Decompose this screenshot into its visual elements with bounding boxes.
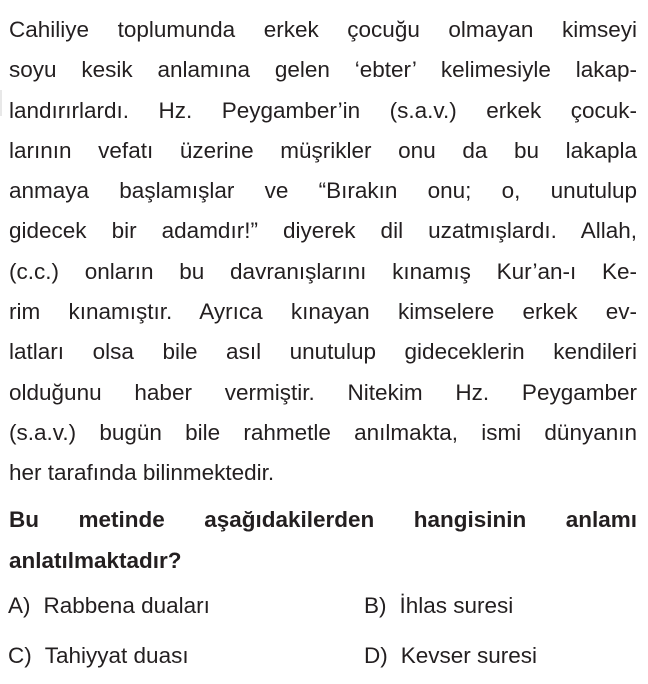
passage-line: larının vefatı üzerine müşrikler onu da bu lakapla bbox=[9, 137, 637, 163]
option-text: Kevser suresi bbox=[400, 643, 538, 668]
page-edge-mark bbox=[0, 90, 2, 116]
question-line: anlatılmaktadır? bbox=[9, 547, 182, 573]
passage-line: rim kınamıştır. Ayrıca kınayan kimselere erkek ev- bbox=[9, 299, 637, 325]
passage-line: landırırlardı. Hz. Peygamber’in (s.a.v.) erkek çocuk- bbox=[9, 97, 637, 123]
passage-text bbox=[9, 10, 637, 494]
option-letter: A) bbox=[8, 593, 31, 618]
passage-line: gidecek bir adamdır!” diyerek dil uzatmışlardı. Allah, bbox=[9, 218, 637, 244]
passage-line: soyu kesik anlamına gelen ‘ebter’ kelimesiyle lakap- bbox=[9, 57, 637, 83]
option-text: İhlas suresi bbox=[399, 593, 514, 618]
option-letter: C) bbox=[8, 643, 32, 668]
option-b[interactable] bbox=[364, 586, 513, 626]
passage-line: her tarafında bilinmektedir. bbox=[9, 460, 275, 486]
passage-line: latları olsa bile asıl unutulup gideceklerin kendileri bbox=[9, 339, 637, 365]
question-line: Bu metinde aşağıdakilerden hangisinin anlamı bbox=[9, 507, 637, 532]
option-text: Tahiyyat duası bbox=[44, 643, 189, 668]
question-stem bbox=[9, 500, 637, 581]
option-letter: D) bbox=[364, 643, 388, 668]
passage-line: (c.c.) onların bu davranışlarını kınamış Kur’an-ı Ke- bbox=[9, 258, 637, 284]
option-letter: B) bbox=[364, 593, 387, 618]
option-d[interactable] bbox=[364, 636, 537, 676]
option-text: Rabbena duaları bbox=[43, 593, 210, 618]
passage-line: olduğunu haber vermiştir. Nitekim Hz. Peygamber bbox=[9, 379, 637, 405]
passage-line: (s.a.v.) bugün bile rahmetle anılmakta, ismi dünyanın bbox=[9, 419, 637, 445]
option-c[interactable] bbox=[8, 636, 189, 676]
passage-line: Cahiliye toplumunda erkek çocuğu olmayan kimseyi bbox=[9, 17, 637, 42]
passage-line: anmaya başlamışlar ve “Bırakın onu; o, unutulup bbox=[9, 178, 637, 204]
option-a[interactable] bbox=[8, 586, 210, 626]
